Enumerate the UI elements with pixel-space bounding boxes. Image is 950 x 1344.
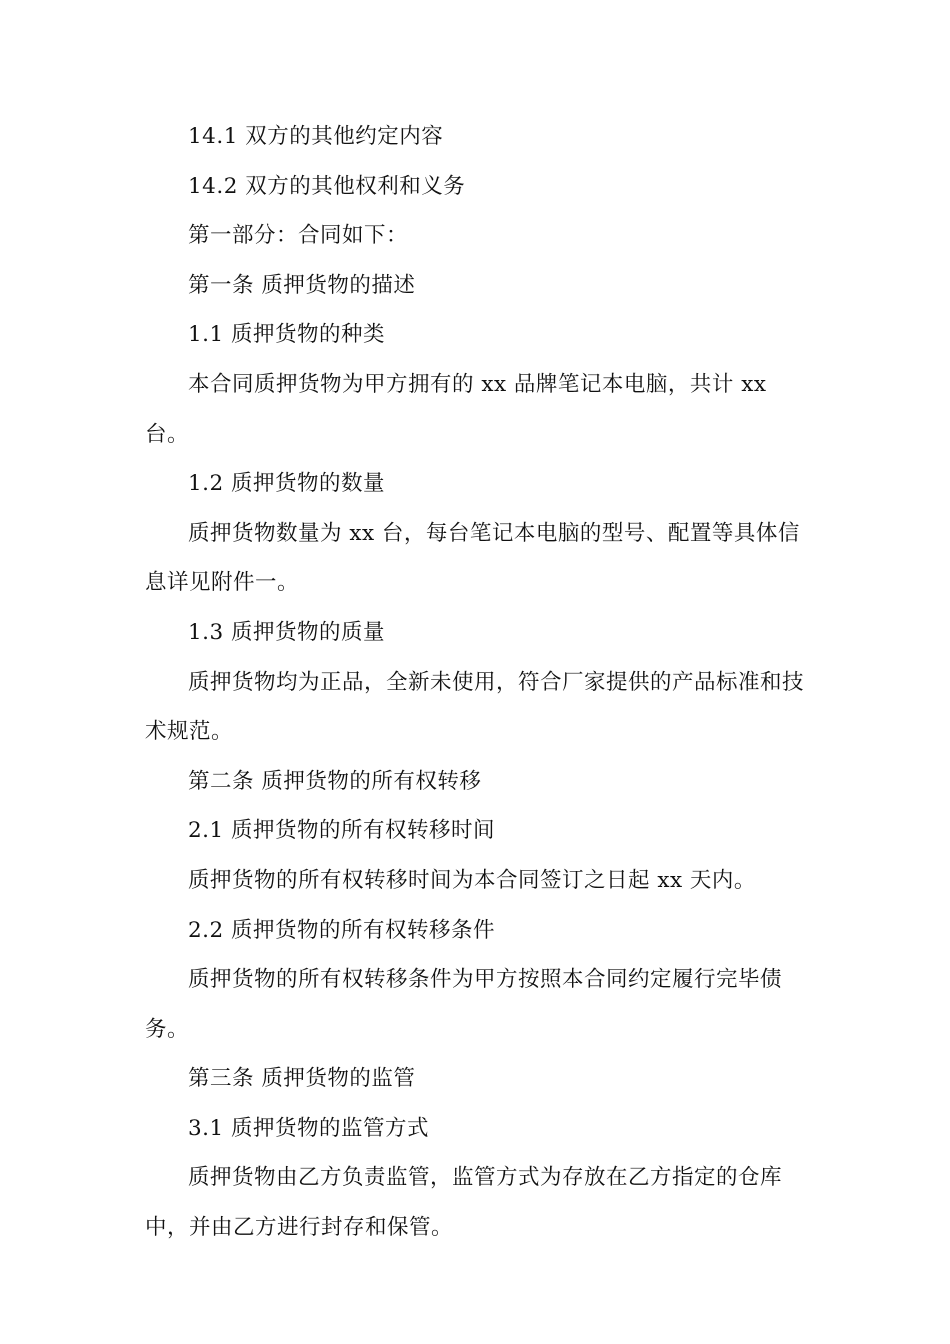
clause-2-1-heading: 2.1 质押货物的所有权转移时间: [188, 818, 496, 844]
article-1-heading: 第一条 质押货物的描述: [188, 272, 416, 298]
clause-14-2: 14.2 双方的其他权利和义务: [188, 173, 466, 199]
clause-14-1: 14.1 双方的其他约定内容: [188, 124, 444, 149]
clause-1-1-text: 本合同质押货物为甲方拥有的 xx 品牌笔记本电脑，共计 xx 台。: [145, 371, 767, 447]
clause-2-2-text: 质押货物的所有权转移条件为甲方按照本合同约定履行完毕债务。: [145, 967, 783, 1042]
document-body: [145, 112, 810, 1253]
article-2-heading: 第二条 质押货物的所有权转移: [188, 768, 482, 794]
clause-1-1-heading: 1.1 质押货物的种类: [188, 322, 386, 348]
clause-2-2-heading: 2.2 质押货物的所有权转移条件: [188, 917, 496, 943]
clause-1-3-text: 质押货物均为正品，全新未使用，符合厂家提供的产品标准和技术规范。: [145, 669, 805, 745]
clause-3-1-heading: 3.1 质押货物的监管方式: [188, 1115, 430, 1141]
article-3-heading: 第三条 质押货物的监管: [188, 1066, 416, 1092]
clause-3-1-text: 质押货物由乙方负责监管，监管方式为存放在乙方指定的仓库中，并由乙方进行封存和保管。: [145, 1165, 783, 1241]
part-one-heading: 第一部分：合同如下：: [188, 223, 409, 249]
clause-1-2-text: 质押货物数量为 xx 台，每台笔记本电脑的型号、配置等具体信息详见附件一。: [145, 520, 800, 596]
clause-1-2-heading: 1.2 质押货物的数量: [188, 471, 386, 497]
clause-1-3-heading: 1.3 质押货物的质量: [188, 619, 386, 645]
clause-2-1-text: 质押货物的所有权转移时间为本合同签订之日起 xx 天内。: [188, 867, 756, 893]
